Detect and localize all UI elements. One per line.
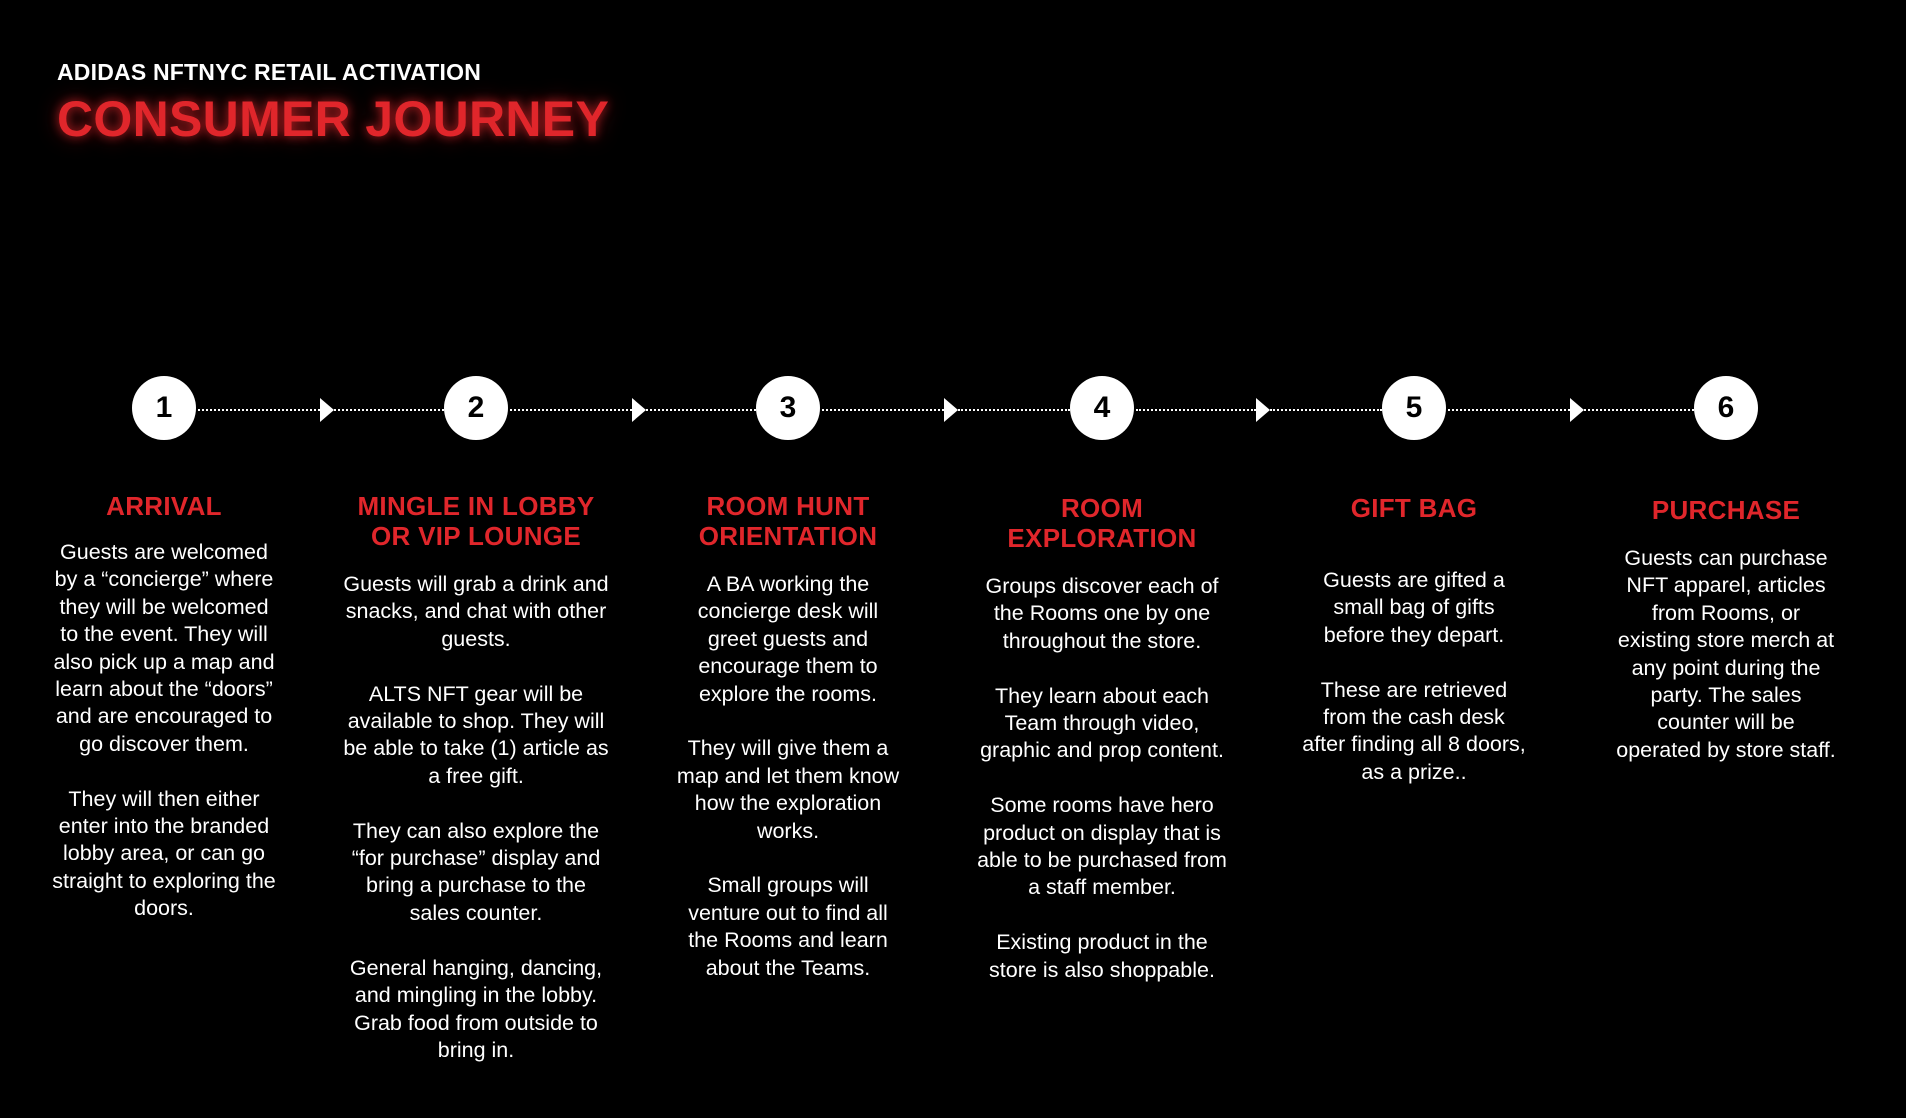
connector-2-3 [510, 409, 632, 411]
step-1-description: Guests are welcomed by a “concierge” where they will be welcomed to the event. They will also pick up a map and learn about the “doors” and are encouraged to go discover them. They will then either enter into the branded lobby area, or can go straight to exploring the doors. [52, 540, 276, 921]
connector-4-5 [1136, 409, 1256, 411]
step-room-hunt [643, 491, 933, 982]
arrow-2-3-icon [632, 398, 646, 422]
connector-5-6b [1584, 409, 1694, 411]
step-3-title: ROOM HUNT ORIENTATION [698, 491, 878, 551]
connector-1-2b [334, 409, 444, 411]
arrow-5-6-icon [1570, 398, 1584, 422]
step-6-number: 6 [1694, 376, 1758, 440]
step-gift-bag [1269, 493, 1559, 786]
connector-3-4 [822, 409, 944, 411]
arrow-1-2-icon [320, 398, 334, 422]
step-1-title: ARRIVAL [106, 491, 222, 521]
step-purchase [1581, 495, 1871, 764]
step-6-title: PURCHASE [1651, 495, 1801, 525]
page-title: CONSUMER JOURNEY [57, 91, 610, 147]
connector-4-5b [1270, 409, 1382, 411]
step-3-number: 3 [756, 376, 820, 440]
connector-2-3b [646, 409, 756, 411]
step-4-title: ROOM EXPLORATION [1007, 493, 1197, 553]
page-eyebrow: ADIDAS NFTNYC RETAIL ACTIVATION [57, 59, 482, 85]
step-2-title: MINGLE IN LOBBY OR VIP LOUNGE [357, 491, 595, 551]
connector-1-2 [198, 409, 320, 411]
step-4-number: 4 [1070, 376, 1134, 440]
step-5-description: Guests are gifted a small bag of gifts before they depart. These are retrieved from the cash desk after finding all 8 doors, as a prize.. [1302, 568, 1526, 784]
step-arrival [19, 491, 309, 923]
step-2-description: Guests will grab a drink and snacks, and chat with other guests. ALTS NFT gear will be available to shop. They will be able to take (1) article as a free gift. They can also explore the “for purchase” display and bring a purchase to the sales counter. General hanging, dancing, and mingling in the lobby. Grab food from outside to bring in. [343, 572, 609, 1062]
step-room-exploration [957, 493, 1247, 984]
step-3-description: A BA working the concierge desk will greet guests and encourage them to explore the rooms. They will give them a map and let them know how the exploration works. Small groups will venture out to find all the Rooms and learn about the Teams. [676, 572, 900, 980]
connector-3-4b [958, 409, 1070, 411]
arrow-4-5-icon [1256, 398, 1270, 422]
step-5-number: 5 [1382, 376, 1446, 440]
step-6-description: Guests can purchase NFT apparel, articles from Rooms, or existing store merch at any point during the party. The sales counter will be operated by store staff. [1616, 546, 1836, 762]
step-1-number: 1 [132, 376, 196, 440]
connector-5-6 [1448, 409, 1570, 411]
step-4-description: Groups discover each of the Rooms one by one throughout the store. They learn about each Team through video, graphic and prop content. Some rooms have hero product on display that is able to be purchased from a staff member. Existing product in the store is also shoppable. [977, 574, 1227, 982]
arrow-3-4-icon [944, 398, 958, 422]
step-2-number: 2 [444, 376, 508, 440]
step-5-title: GIFT BAG [1350, 493, 1478, 523]
step-mingle [331, 491, 621, 1064]
